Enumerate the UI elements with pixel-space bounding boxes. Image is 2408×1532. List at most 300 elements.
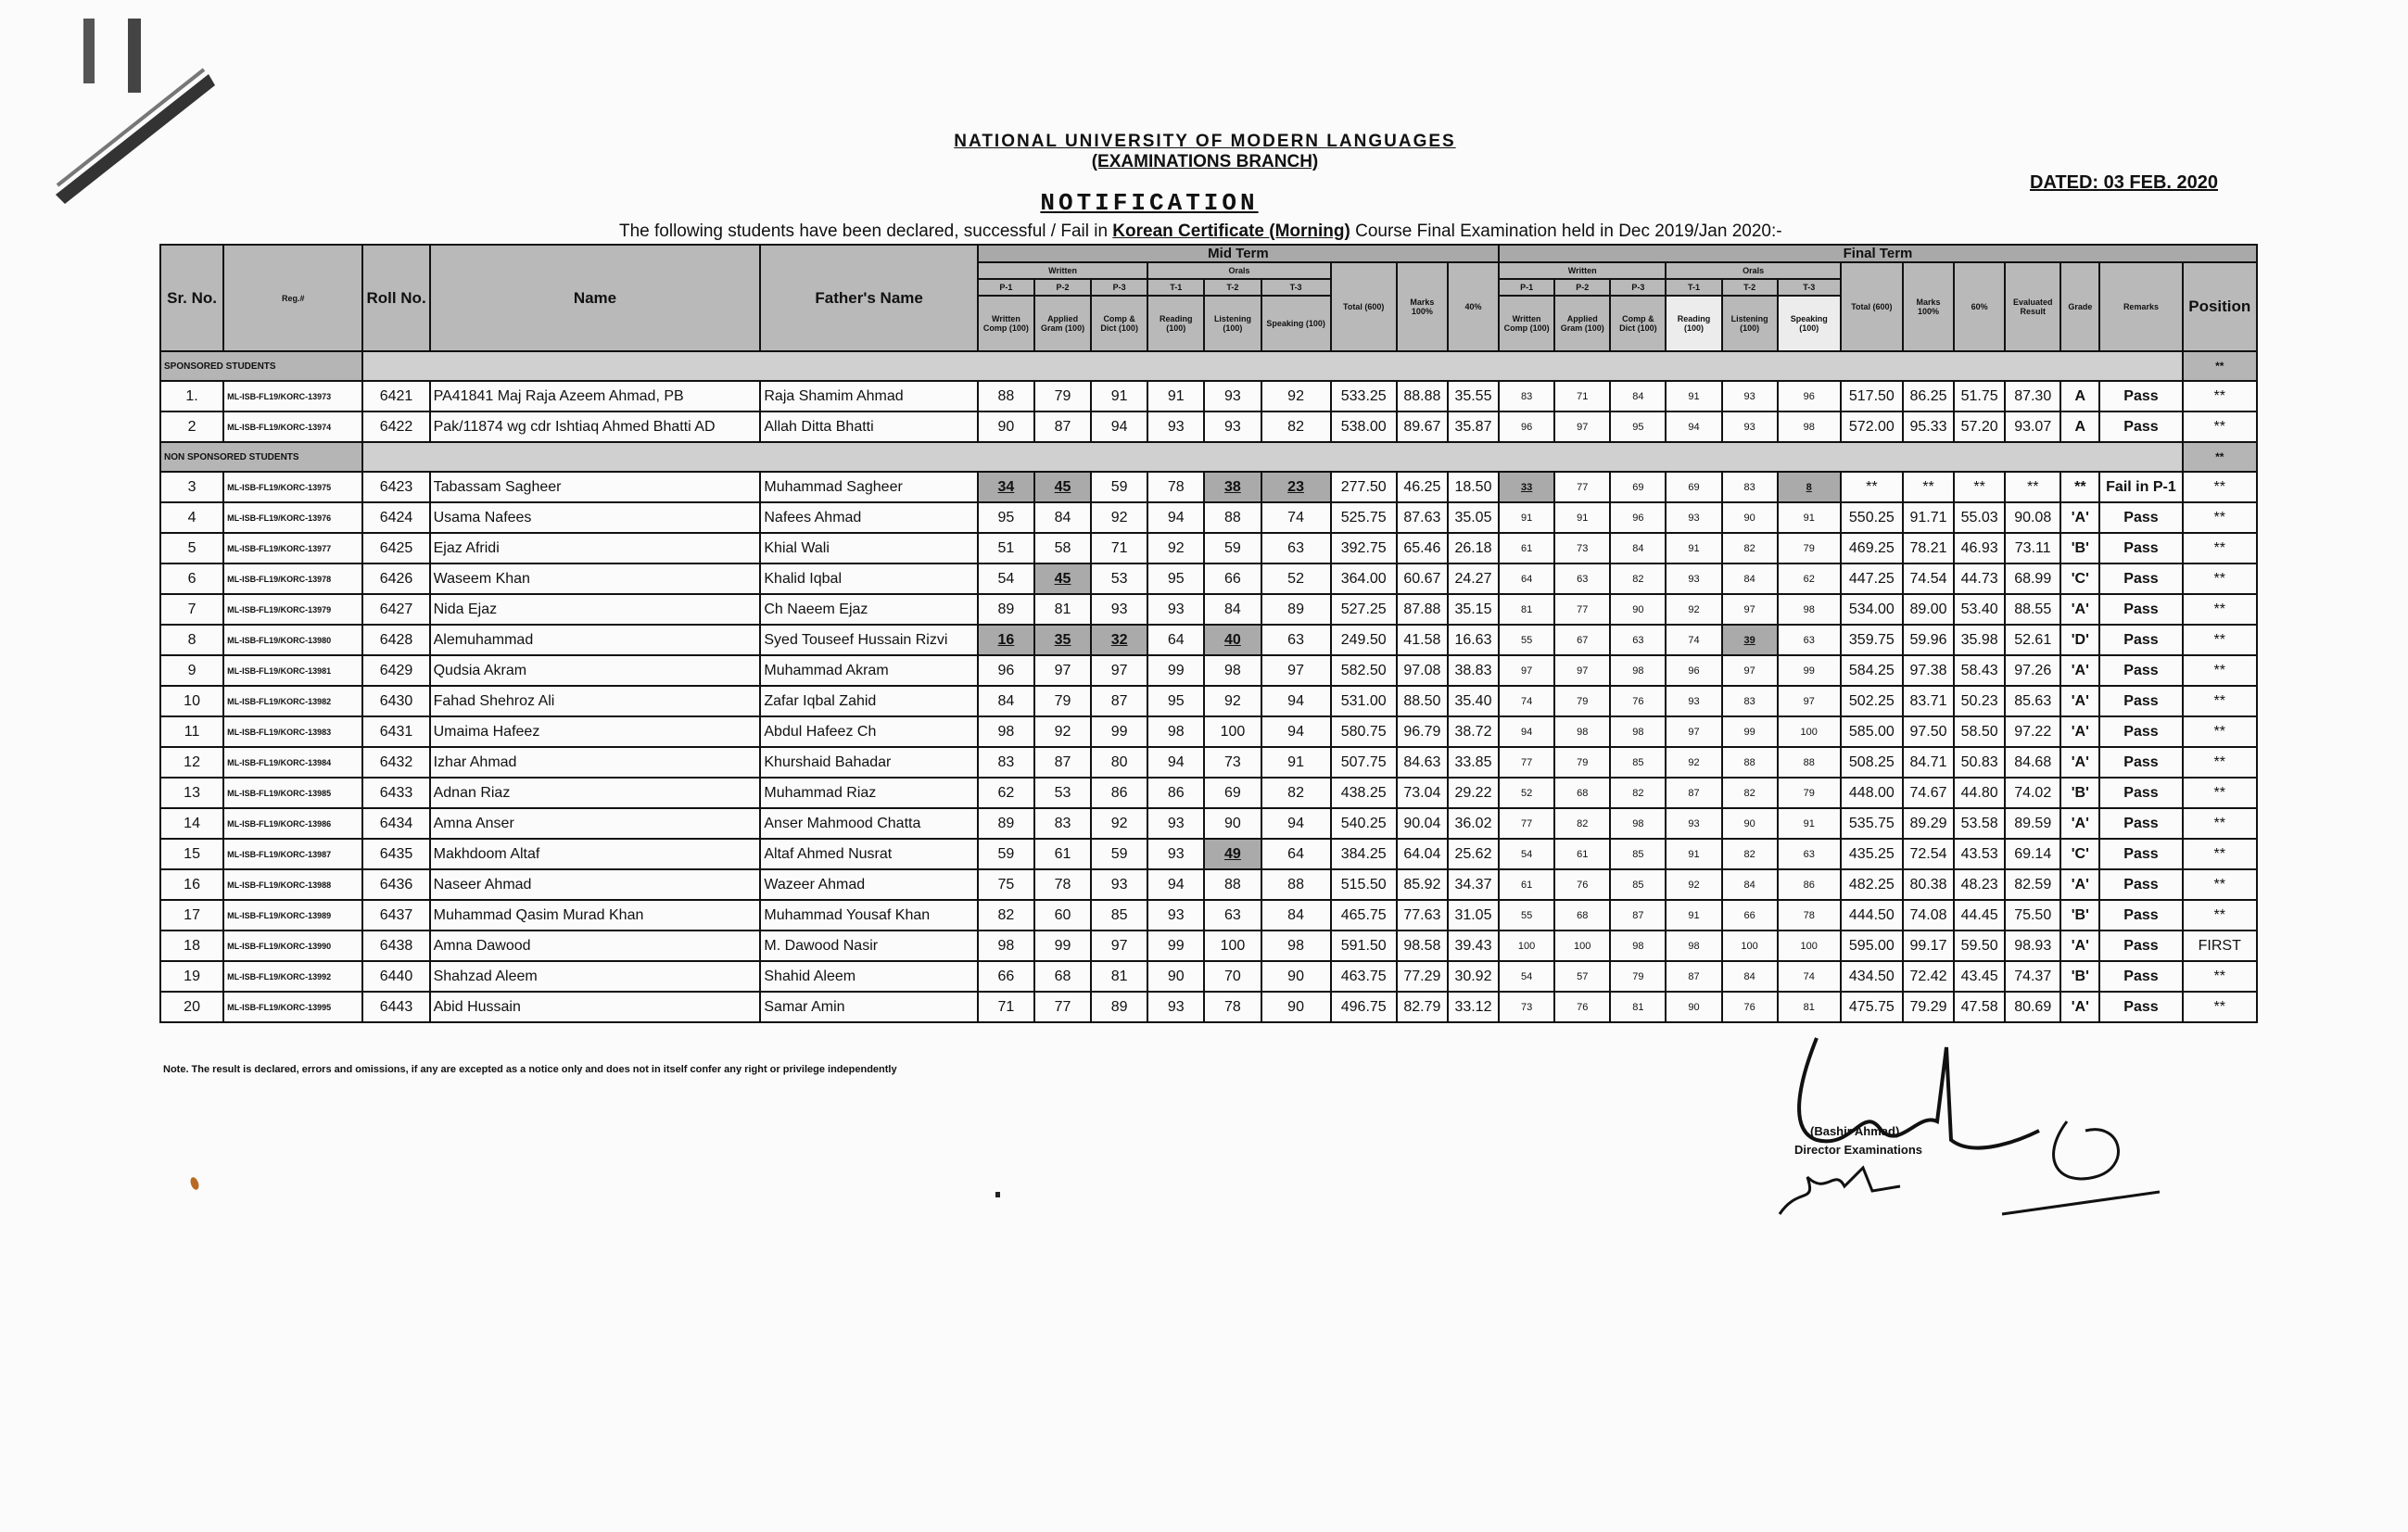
cell-m4: 94 xyxy=(1147,502,1204,533)
cell-f60: 44.80 xyxy=(1954,778,2005,808)
cell-f6: 98 xyxy=(1778,411,1841,442)
cell-f5: 82 xyxy=(1722,839,1778,869)
cell-f60: 51.75 xyxy=(1954,381,2005,411)
table-row xyxy=(160,655,2257,686)
cell-m40: 33.12 xyxy=(1448,992,1499,1022)
cell-m5: 84 xyxy=(1204,594,1261,625)
cell-m4: 86 xyxy=(1147,778,1204,808)
cell-f5: 82 xyxy=(1722,533,1778,563)
cell-f2: 79 xyxy=(1554,686,1610,716)
cell-reg: ML-ISB-FL19/KORC-13974 xyxy=(223,411,362,442)
cell-m40: 16.63 xyxy=(1448,625,1499,655)
cell-f60: 58.43 xyxy=(1954,655,2005,686)
cell-f2: 77 xyxy=(1554,472,1610,502)
cell-m6: 82 xyxy=(1261,778,1331,808)
cell-f6: 86 xyxy=(1778,869,1841,900)
cell-m2: 45 xyxy=(1034,472,1091,502)
final-applied-gram: Applied Gram (100) xyxy=(1554,296,1610,351)
cell-ft: ** xyxy=(1841,472,1903,502)
cell-roll: 6438 xyxy=(362,931,429,961)
cell-reg: ML-ISB-FL19/KORC-13981 xyxy=(223,655,362,686)
cell-m1: 89 xyxy=(978,808,1034,839)
cell-f6: 96 xyxy=(1778,381,1841,411)
cell-reg: ML-ISB-FL19/KORC-13978 xyxy=(223,563,362,594)
table-row xyxy=(160,808,2257,839)
cell-mm: 60.67 xyxy=(1397,563,1448,594)
cell-m1: 54 xyxy=(978,563,1034,594)
cell-name: PA41841 Maj Raja Azeem Ahmad, PB xyxy=(430,381,761,411)
cell-mt: 463.75 xyxy=(1331,961,1397,992)
cell-rem: Pass xyxy=(2099,961,2182,992)
cell-ft: 517.50 xyxy=(1841,381,1903,411)
cell-f60: 55.03 xyxy=(1954,502,2005,533)
cell-gr: 'A' xyxy=(2060,931,2099,961)
cell-gr: 'A' xyxy=(2060,655,2099,686)
cell-f60: 43.53 xyxy=(1954,839,2005,869)
cell-mt: 531.00 xyxy=(1331,686,1397,716)
cell-m40: 31.05 xyxy=(1448,900,1499,931)
cell-m4: 95 xyxy=(1147,686,1204,716)
cell-f1: 94 xyxy=(1499,716,1554,747)
cell-f5: 99 xyxy=(1722,716,1778,747)
cell-reg: ML-ISB-FL19/KORC-13980 xyxy=(223,625,362,655)
cell-sr: 1. xyxy=(160,381,223,411)
mid-comp-dict: Comp & Dict (100) xyxy=(1091,296,1147,351)
cell-f3: 63 xyxy=(1610,625,1666,655)
cell-mm: 84.63 xyxy=(1397,747,1448,778)
cell-sr: 10 xyxy=(160,686,223,716)
cell-reg: ML-ISB-FL19/KORC-13982 xyxy=(223,686,362,716)
cell-gr: 'A' xyxy=(2060,808,2099,839)
cell-m2: 79 xyxy=(1034,381,1091,411)
cell-ev: 74.37 xyxy=(2005,961,2060,992)
cell-mm: 65.46 xyxy=(1397,533,1448,563)
cell-m40: 26.18 xyxy=(1448,533,1499,563)
cell-f4: 98 xyxy=(1666,931,1721,961)
cell-sr: 6 xyxy=(160,563,223,594)
cell-f5: 90 xyxy=(1722,808,1778,839)
cell-f2: 71 xyxy=(1554,381,1610,411)
cell-m5: 98 xyxy=(1204,655,1261,686)
cell-roll: 6436 xyxy=(362,869,429,900)
cell-m4: 94 xyxy=(1147,869,1204,900)
cell-f2: 68 xyxy=(1554,900,1610,931)
cell-f4: 93 xyxy=(1666,686,1721,716)
cell-m5: 49 xyxy=(1204,839,1261,869)
cell-mt: 591.50 xyxy=(1331,931,1397,961)
cell-f4: 93 xyxy=(1666,808,1721,839)
cell-name: Ejaz Afridi xyxy=(430,533,761,563)
cell-mm: 97.08 xyxy=(1397,655,1448,686)
cell-f6: 97 xyxy=(1778,686,1841,716)
cell-ft: 585.00 xyxy=(1841,716,1903,747)
mid-written-group: Written xyxy=(978,262,1147,279)
table-row xyxy=(160,686,2257,716)
cell-m5: 59 xyxy=(1204,533,1261,563)
cell-f1: 52 xyxy=(1499,778,1554,808)
cell-roll: 6440 xyxy=(362,961,429,992)
cell-ft: 434.50 xyxy=(1841,961,1903,992)
cell-m6: 91 xyxy=(1261,747,1331,778)
cell-rem: Pass xyxy=(2099,655,2182,686)
cell-f6: 100 xyxy=(1778,716,1841,747)
signatory-name: (Bashir Ahmad) xyxy=(1810,1124,1900,1138)
cell-mt: 465.75 xyxy=(1331,900,1397,931)
course-name: Korean Certificate (Morning) xyxy=(1112,222,1350,241)
cell-m6: 64 xyxy=(1261,839,1331,869)
cell-reg: ML-ISB-FL19/KORC-13976 xyxy=(223,502,362,533)
cell-m40: 35.55 xyxy=(1448,381,1499,411)
cell-m3: 59 xyxy=(1091,472,1147,502)
cell-name: Abid Hussain xyxy=(430,992,761,1022)
cell-f6: 63 xyxy=(1778,625,1841,655)
cell-gr: 'A' xyxy=(2060,992,2099,1022)
cell-roll: 6426 xyxy=(362,563,429,594)
cell-pos: ** xyxy=(2183,716,2257,747)
cell-fm: 97.38 xyxy=(1903,655,1954,686)
cell-gr: 'A' xyxy=(2060,502,2099,533)
cell-ft: 572.00 xyxy=(1841,411,1903,442)
cell-gr: 'A' xyxy=(2060,747,2099,778)
cell-f3: 96 xyxy=(1610,502,1666,533)
disclaimer-note: Note. The result is declared, errors and omissions, if any are excepted as a notice only and does not in itself confer any right or privilege independently xyxy=(163,1064,897,1075)
cell-m6: 74 xyxy=(1261,502,1331,533)
cell-mm: 46.25 xyxy=(1397,472,1448,502)
cell-ft: 475.75 xyxy=(1841,992,1903,1022)
section-row-sponsored xyxy=(160,351,2257,381)
cell-f3: 84 xyxy=(1610,381,1666,411)
cell-reg: ML-ISB-FL19/KORC-13988 xyxy=(223,869,362,900)
cell-ft: 595.00 xyxy=(1841,931,1903,961)
cell-roll: 6428 xyxy=(362,625,429,655)
cell-m5: 88 xyxy=(1204,869,1261,900)
cell-fm: 74.08 xyxy=(1903,900,1954,931)
cell-gr: A xyxy=(2060,411,2099,442)
table-row xyxy=(160,839,2257,869)
cell-f3: 90 xyxy=(1610,594,1666,625)
cell-m5: 100 xyxy=(1204,931,1261,961)
cell-f1: 55 xyxy=(1499,625,1554,655)
cell-father: Muhammad Akram xyxy=(760,655,978,686)
cell-f6: 74 xyxy=(1778,961,1841,992)
cell-f1: 100 xyxy=(1499,931,1554,961)
cell-sr: 20 xyxy=(160,992,223,1022)
cell-m4: 90 xyxy=(1147,961,1204,992)
cell-pos: ** xyxy=(2183,839,2257,869)
cell-ft: 469.25 xyxy=(1841,533,1903,563)
cell-fm: 74.54 xyxy=(1903,563,1954,594)
col-evaluated: Evaluated Result xyxy=(2005,262,2060,351)
cell-f3: 95 xyxy=(1610,411,1666,442)
cell-m4: 93 xyxy=(1147,900,1204,931)
cell-m6: 94 xyxy=(1261,686,1331,716)
cell-m4: 94 xyxy=(1147,747,1204,778)
cell-reg: ML-ISB-FL19/KORC-13992 xyxy=(223,961,362,992)
cell-sr: 7 xyxy=(160,594,223,625)
col-roll-no: Roll No. xyxy=(362,245,429,351)
cell-m4: 64 xyxy=(1147,625,1204,655)
cell-roll: 6425 xyxy=(362,533,429,563)
cell-pos: ** xyxy=(2183,594,2257,625)
cell-ev: 97.22 xyxy=(2005,716,2060,747)
section-label-sponsored: SPONSORED STUDENTS xyxy=(160,351,362,381)
cell-f60: 46.93 xyxy=(1954,533,2005,563)
table-row xyxy=(160,747,2257,778)
cell-mm: 87.63 xyxy=(1397,502,1448,533)
cell-gr: 'B' xyxy=(2060,533,2099,563)
cell-reg: ML-ISB-FL19/KORC-13983 xyxy=(223,716,362,747)
cell-m1: 16 xyxy=(978,625,1034,655)
cell-name: Izhar Ahmad xyxy=(430,747,761,778)
cell-f2: 97 xyxy=(1554,655,1610,686)
cell-father: Wazeer Ahmad xyxy=(760,869,978,900)
cell-m1: 82 xyxy=(978,900,1034,931)
university-title: NATIONAL UNIVERSITY OF MODERN LANGUAGES xyxy=(954,132,1456,151)
cell-name: Nida Ejaz xyxy=(430,594,761,625)
cell-father: Nafees Ahmad xyxy=(760,502,978,533)
cell-f4: 87 xyxy=(1666,778,1721,808)
cell-mm: 77.63 xyxy=(1397,900,1448,931)
cell-ft: 359.75 xyxy=(1841,625,1903,655)
cell-f4: 92 xyxy=(1666,594,1721,625)
cell-rem: Pass xyxy=(2099,533,2182,563)
cell-roll: 6443 xyxy=(362,992,429,1022)
col-position: Position xyxy=(2183,262,2257,351)
cell-f1: 61 xyxy=(1499,533,1554,563)
cell-fm: 78.21 xyxy=(1903,533,1954,563)
cell-father: Khial Wali xyxy=(760,533,978,563)
cell-fm: 83.71 xyxy=(1903,686,1954,716)
cell-fm: 95.33 xyxy=(1903,411,1954,442)
cell-f3: 98 xyxy=(1610,655,1666,686)
table-row xyxy=(160,411,2257,442)
cell-m4: 93 xyxy=(1147,411,1204,442)
cell-mm: 87.88 xyxy=(1397,594,1448,625)
cell-gr: 'A' xyxy=(2060,594,2099,625)
cell-m6: 98 xyxy=(1261,931,1331,961)
cell-father: Ch Naeem Ejaz xyxy=(760,594,978,625)
cell-gr: 'D' xyxy=(2060,625,2099,655)
cell-f1: 97 xyxy=(1499,655,1554,686)
cell-m1: 83 xyxy=(978,747,1034,778)
cell-rem: Fail in P-1 xyxy=(2099,472,2182,502)
cell-m6: 89 xyxy=(1261,594,1331,625)
cell-mt: 496.75 xyxy=(1331,992,1397,1022)
cell-f2: 67 xyxy=(1554,625,1610,655)
final-p1: P-1 xyxy=(1499,279,1554,296)
cell-ev: 84.68 xyxy=(2005,747,2060,778)
cell-f2: 97 xyxy=(1554,411,1610,442)
cell-roll: 6427 xyxy=(362,594,429,625)
cell-f2: 77 xyxy=(1554,594,1610,625)
cell-m3: 93 xyxy=(1091,869,1147,900)
cell-father: Samar Amin xyxy=(760,992,978,1022)
mid-t2: T-2 xyxy=(1204,279,1261,296)
cell-f4: 93 xyxy=(1666,502,1721,533)
col-sr-no: Sr. No. xyxy=(160,245,223,351)
cell-f6: 79 xyxy=(1778,533,1841,563)
cell-m5: 90 xyxy=(1204,808,1261,839)
cell-m1: 89 xyxy=(978,594,1034,625)
col-reg-no: Reg.# xyxy=(223,245,362,351)
cell-m5: 66 xyxy=(1204,563,1261,594)
cell-f3: 85 xyxy=(1610,869,1666,900)
cell-m40: 35.15 xyxy=(1448,594,1499,625)
cell-father: M. Dawood Nasir xyxy=(760,931,978,961)
cell-mt: 540.25 xyxy=(1331,808,1397,839)
cell-m5: 100 xyxy=(1204,716,1261,747)
cell-name: Pak/11874 wg cdr Ishtiaq Ahmed Bhatti AD xyxy=(430,411,761,442)
cell-f1: 91 xyxy=(1499,502,1554,533)
cell-mt: 507.75 xyxy=(1331,747,1397,778)
cell-f3: 82 xyxy=(1610,778,1666,808)
cell-father: Allah Ditta Bhatti xyxy=(760,411,978,442)
cell-gr: 'C' xyxy=(2060,839,2099,869)
cell-fm: 72.54 xyxy=(1903,839,1954,869)
cell-m4: 93 xyxy=(1147,839,1204,869)
cell-m4: 93 xyxy=(1147,992,1204,1022)
cell-mm: 73.04 xyxy=(1397,778,1448,808)
cell-f2: 57 xyxy=(1554,961,1610,992)
cell-roll: 6422 xyxy=(362,411,429,442)
cell-m3: 87 xyxy=(1091,686,1147,716)
cell-roll: 6430 xyxy=(362,686,429,716)
cell-m40: 38.72 xyxy=(1448,716,1499,747)
cell-rem: Pass xyxy=(2099,594,2182,625)
cell-f2: 76 xyxy=(1554,869,1610,900)
cell-m2: 45 xyxy=(1034,563,1091,594)
cell-sr: 12 xyxy=(160,747,223,778)
cell-gr: A xyxy=(2060,381,2099,411)
cell-m6: 97 xyxy=(1261,655,1331,686)
cell-m40: 35.87 xyxy=(1448,411,1499,442)
binder-clip-mark xyxy=(46,19,222,204)
cell-m1: 62 xyxy=(978,778,1034,808)
cell-m6: 52 xyxy=(1261,563,1331,594)
cell-f3: 69 xyxy=(1610,472,1666,502)
table-row xyxy=(160,502,2257,533)
cell-m40: 38.83 xyxy=(1448,655,1499,686)
cell-mt: 384.25 xyxy=(1331,839,1397,869)
cell-m40: 18.50 xyxy=(1448,472,1499,502)
cell-name: Makhdoom Altaf xyxy=(430,839,761,869)
mid-p3: P-3 xyxy=(1091,279,1147,296)
cell-m40: 24.27 xyxy=(1448,563,1499,594)
cell-m4: 95 xyxy=(1147,563,1204,594)
cell-m1: 95 xyxy=(978,502,1034,533)
cell-m6: 23 xyxy=(1261,472,1331,502)
cell-m2: 79 xyxy=(1034,686,1091,716)
table-row xyxy=(160,594,2257,625)
cell-f60: 53.58 xyxy=(1954,808,2005,839)
intro-text-part-1: The following students have been declared, successful / Fail in xyxy=(619,222,1113,241)
cell-f1: 81 xyxy=(1499,594,1554,625)
cell-father: Muhammad Yousaf Khan xyxy=(760,900,978,931)
cell-fm: 86.25 xyxy=(1903,381,1954,411)
cell-f2: 91 xyxy=(1554,502,1610,533)
cell-m4: 99 xyxy=(1147,655,1204,686)
cell-sr: 18 xyxy=(160,931,223,961)
cell-fm: 79.29 xyxy=(1903,992,1954,1022)
cell-m1: 98 xyxy=(978,716,1034,747)
cell-f60: 57.20 xyxy=(1954,411,2005,442)
cell-pos: ** xyxy=(2183,563,2257,594)
cell-f5: 93 xyxy=(1722,381,1778,411)
cell-m40: 34.37 xyxy=(1448,869,1499,900)
cell-m2: 58 xyxy=(1034,533,1091,563)
cell-sr: 3 xyxy=(160,472,223,502)
cell-reg: ML-ISB-FL19/KORC-13973 xyxy=(223,381,362,411)
col-final-60: 60% xyxy=(1954,262,2005,351)
cell-m3: 85 xyxy=(1091,900,1147,931)
cell-m6: 90 xyxy=(1261,992,1331,1022)
cell-name: Umaima Hafeez xyxy=(430,716,761,747)
cell-m1: 66 xyxy=(978,961,1034,992)
cell-f5: 90 xyxy=(1722,502,1778,533)
cell-mt: 533.25 xyxy=(1331,381,1397,411)
cell-fm: 97.50 xyxy=(1903,716,1954,747)
cell-f3: 98 xyxy=(1610,931,1666,961)
cell-ev: 98.93 xyxy=(2005,931,2060,961)
cell-fm: 89.00 xyxy=(1903,594,1954,625)
ink-speck xyxy=(189,1176,200,1191)
cell-f3: 98 xyxy=(1610,716,1666,747)
cell-ev: 75.50 xyxy=(2005,900,2060,931)
cell-f5: 100 xyxy=(1722,931,1778,961)
cell-sr: 5 xyxy=(160,533,223,563)
cell-m4: 93 xyxy=(1147,594,1204,625)
cell-m4: 78 xyxy=(1147,472,1204,502)
cell-sr: 8 xyxy=(160,625,223,655)
cell-ft: 534.00 xyxy=(1841,594,1903,625)
cell-f4: 91 xyxy=(1666,381,1721,411)
notification-title: NOTIFICATION xyxy=(1040,189,1259,217)
cell-f3: 76 xyxy=(1610,686,1666,716)
cell-sr: 2 xyxy=(160,411,223,442)
final-term-group: Final Term xyxy=(1499,245,2257,262)
cell-f5: 83 xyxy=(1722,686,1778,716)
cell-f6: 79 xyxy=(1778,778,1841,808)
cell-m6: 90 xyxy=(1261,961,1331,992)
cell-m1: 98 xyxy=(978,931,1034,961)
cell-father: Khalid Iqbal xyxy=(760,563,978,594)
cell-sr: 13 xyxy=(160,778,223,808)
final-reading: Reading (100) xyxy=(1666,296,1721,351)
cell-m5: 92 xyxy=(1204,686,1261,716)
cell-m6: 88 xyxy=(1261,869,1331,900)
cell-sr: 17 xyxy=(160,900,223,931)
results-table xyxy=(159,244,2258,1023)
cell-m3: 80 xyxy=(1091,747,1147,778)
cell-mt: 582.50 xyxy=(1331,655,1397,686)
table-body xyxy=(160,351,2257,1022)
cell-gr: 'B' xyxy=(2060,961,2099,992)
cell-f6: 88 xyxy=(1778,747,1841,778)
cell-roll: 6429 xyxy=(362,655,429,686)
cell-name: Alemuhammad xyxy=(430,625,761,655)
section-row-non-sponsored xyxy=(160,442,2257,472)
cell-ev: 97.26 xyxy=(2005,655,2060,686)
final-t1: T-1 xyxy=(1666,279,1721,296)
cell-m6: 92 xyxy=(1261,381,1331,411)
cell-m2: 99 xyxy=(1034,931,1091,961)
cell-f1: 55 xyxy=(1499,900,1554,931)
cell-roll: 6421 xyxy=(362,381,429,411)
cell-m4: 93 xyxy=(1147,808,1204,839)
cell-pos: ** xyxy=(2183,747,2257,778)
cell-pos: ** xyxy=(2183,502,2257,533)
cell-f3: 82 xyxy=(1610,563,1666,594)
